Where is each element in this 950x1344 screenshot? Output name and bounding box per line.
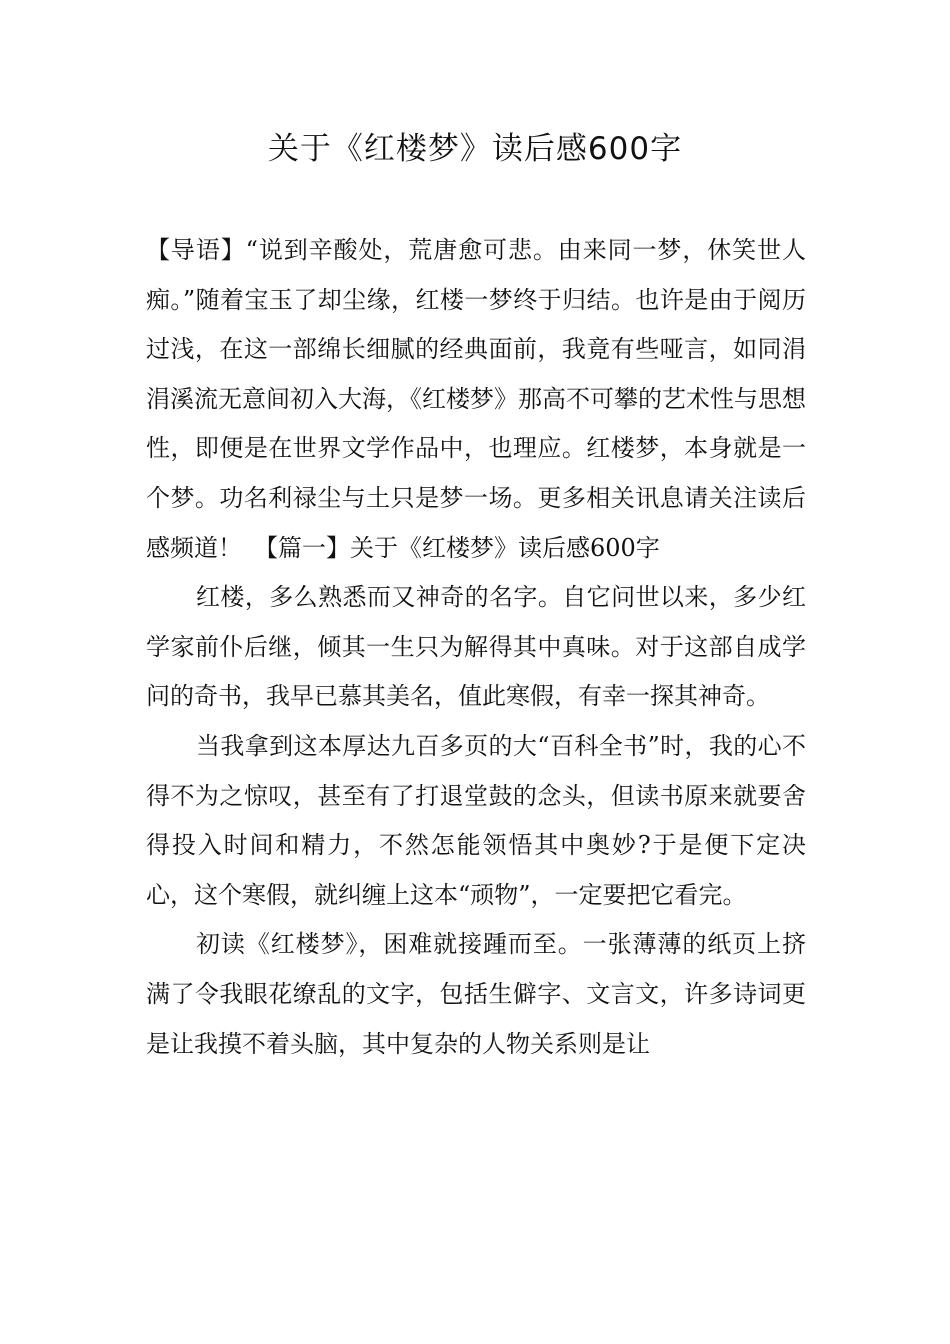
paragraph-3: 初读《红楼梦》，困难就接踵而至。一张薄薄的纸页上挤满了令我眼花缭乱的文字，包括生僻字、文言文，许多诗词更是让我摸不着头脑，其中复杂的人物关系则是让 xyxy=(146,930,806,1058)
document-title: 关于《红楼梦》读后感600字 xyxy=(267,131,683,167)
paragraph-2: 当我拿到这本厚达九百多页的大“百科全书”时，我的心不得不为之惊叹，甚至有了打退堂鼓的念头，但读书原来就要舍得投入时间和精力，不然怎能领悟其中奥妙?于是便下定决心，这个寒假，就纠缠上这本“顽物”，一定要把它看完。 xyxy=(146,731,806,909)
paragraph-intro: 【导语】“说到辛酸处，荒唐愈可悲。由来同一梦，休笑世人痴。”随着宝玉了却尘缘，红楼一梦终于归结。也许是由于阅历过浅，在这一部绵长细腻的经典面前，我竟有些哑言，如同涓涓溪流无意间初入大海，《红楼梦》那高不可攀的艺术性与思想性，即便是在世界文学作品中，也理应。红楼梦，本身就是一个梦。功名利禄尘与土只是梦一场。更多相关讯息请关注读后感频道！ 【篇一】关于《红楼梦》读后感600字 xyxy=(146,236,806,562)
document-body xyxy=(146,226,806,1069)
paragraph-1: 红楼，多么熟悉而又神奇的名字。自它问世以来，多少红学家前仆后继，倾其一生只为解得其中真味。对于这部自成学问的奇书，我早已慕其美名，值此寒假，有幸一探其神奇。 xyxy=(146,583,806,711)
